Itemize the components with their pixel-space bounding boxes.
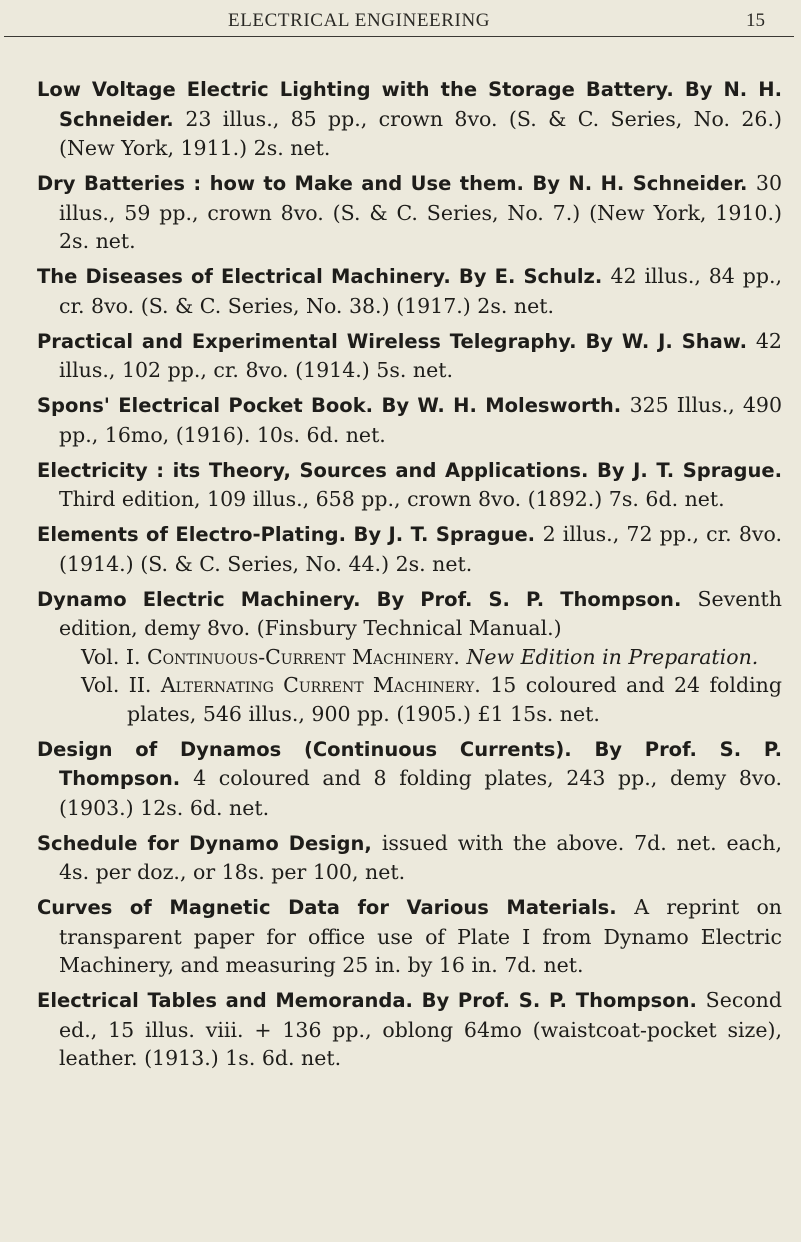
catalogue-entries — [37, 75, 782, 1079]
running-title: ELECTRICAL ENGINEERING — [228, 10, 491, 31]
entry-details: Third edition, 109 illus., 658 pp., crown 8vo. (1892.) 7s. 6d. net. — [59, 487, 725, 511]
entry-title: Practical and Experimental Wireless Telegraphy. — [37, 329, 577, 353]
catalogue-entry — [37, 169, 782, 256]
entry-details: issued with the above. 7d. net. each, 4s. per doz., or 18s. per 100, net. — [59, 830, 783, 884]
entry-title: Curves of Magnetic Data for Various Materials. — [37, 896, 617, 919]
entry-author: By J. T. Sprague. — [353, 523, 536, 546]
volume-entry — [59, 643, 782, 672]
catalogue-entry — [37, 735, 782, 823]
entry-author: By N. H. Schneider. — [532, 172, 748, 195]
catalogue-entry — [37, 391, 782, 449]
entry-title: Electricity : its Theory, Sources and Applications. — [37, 458, 589, 482]
entry-title: Schedule for Dynamo Design, — [37, 831, 372, 855]
entry-author: By Prof. S. P. Thompson. — [376, 587, 682, 611]
volume-name: Alternating Current Machinery. — [160, 673, 481, 697]
catalogue-entry — [37, 75, 782, 163]
entry-details: 30 illus., 59 pp., crown 8vo. (S. & C. Series, No. 7.) (New York, 1910.) 2s. net. — [59, 171, 782, 253]
entry-details: Second ed., 15 illus. viii. + 136 pp., oblong 64mo (waistcoat-pocket size), leather. (1913.) 1s. 6d. net. — [59, 988, 782, 1070]
entry-details: A reprint on transparent paper for office use of Plate I from Dynamo Electric Machinery, and measuring 25 in. by 16 in. 7d. net. — [59, 895, 783, 977]
entry-details: 2 illus., 72 pp., cr. 8vo. (1914.) (S. & C. Series, No. 44.) 2s. net. — [59, 522, 782, 576]
entry-details: 23 illus., 85 pp., crown 8vo. (S. & C. Series, No. 26.) (New York, 1911.) 2s. net. — [59, 106, 782, 160]
catalogue-entry — [37, 456, 782, 514]
volume-entry — [59, 671, 782, 728]
entry-title: Electrical Tables and Memoranda. — [37, 989, 413, 1012]
entry-details: Seventh edition, demy 8vo. (Finsbury Technical Manual.) — [59, 586, 782, 640]
entry-details: 4 coloured and 8 folding plates, 243 pp., demy 8vo. (1903.) 12s. 6d. net. — [59, 766, 782, 820]
entry-title: Design of Dynamos (Continuous Currents). — [37, 737, 572, 761]
volume-name: Continuous-Current Machinery. — [147, 644, 460, 669]
running-head — [0, 2, 801, 46]
entry-author: By Prof. S. P. Thompson. — [59, 737, 782, 790]
volume-number: Vol. II. — [81, 673, 152, 697]
volume-text: 15 coloured and 24 folding plates, 546 illus., 900 pp. (1905.) £1 15s. net. — [127, 673, 782, 726]
catalogue-entry — [37, 986, 782, 1073]
catalogue-entry — [37, 829, 782, 887]
entry-author: By W. J. Shaw. — [585, 329, 747, 353]
entry-author: By N. H. Schneider. — [59, 78, 782, 131]
entry-details: 42 illus., 84 pp., cr. 8vo. (S. & C. Series, No. 38.) (1917.) 2s. net. — [59, 264, 782, 318]
page-number: 15 — [746, 10, 765, 31]
catalogue-entry — [37, 262, 782, 320]
entry-title: Dynamo Electric Machinery. — [37, 587, 361, 611]
catalogue-entry — [37, 585, 782, 729]
volume-text: New Edition in Preparation. — [466, 644, 759, 669]
entry-details: 42 illus., 102 pp., cr. 8vo. (1914.) 5s. net. — [59, 328, 782, 382]
entry-title: Elements of Electro-Plating. — [37, 523, 346, 546]
catalogue-entry — [37, 327, 782, 385]
volume-number: Vol. I. — [81, 644, 141, 669]
entry-title: Low Voltage Electric Lighting with the Storage Battery. — [37, 78, 674, 101]
entry-author: By J. T. Sprague. — [596, 458, 782, 482]
catalogue-entry — [37, 520, 782, 578]
catalogue-entry — [37, 893, 782, 980]
entry-title: The Diseases of Electrical Machinery. — [37, 265, 451, 288]
entry-author: By E. Schulz. — [458, 265, 603, 288]
entry-title: Dry Batteries : how to Make and Use them. — [37, 172, 524, 195]
header-rule — [4, 36, 794, 37]
entry-details: 325 Illus., 490 pp., 16mo, (1916). 10s. 6d. net. — [59, 393, 783, 447]
entry-author: By W. H. Molesworth. — [381, 394, 622, 417]
entry-title: Spons' Electrical Pocket Book. — [37, 394, 374, 417]
entry-author: By Prof. S. P. Thompson. — [421, 989, 697, 1012]
